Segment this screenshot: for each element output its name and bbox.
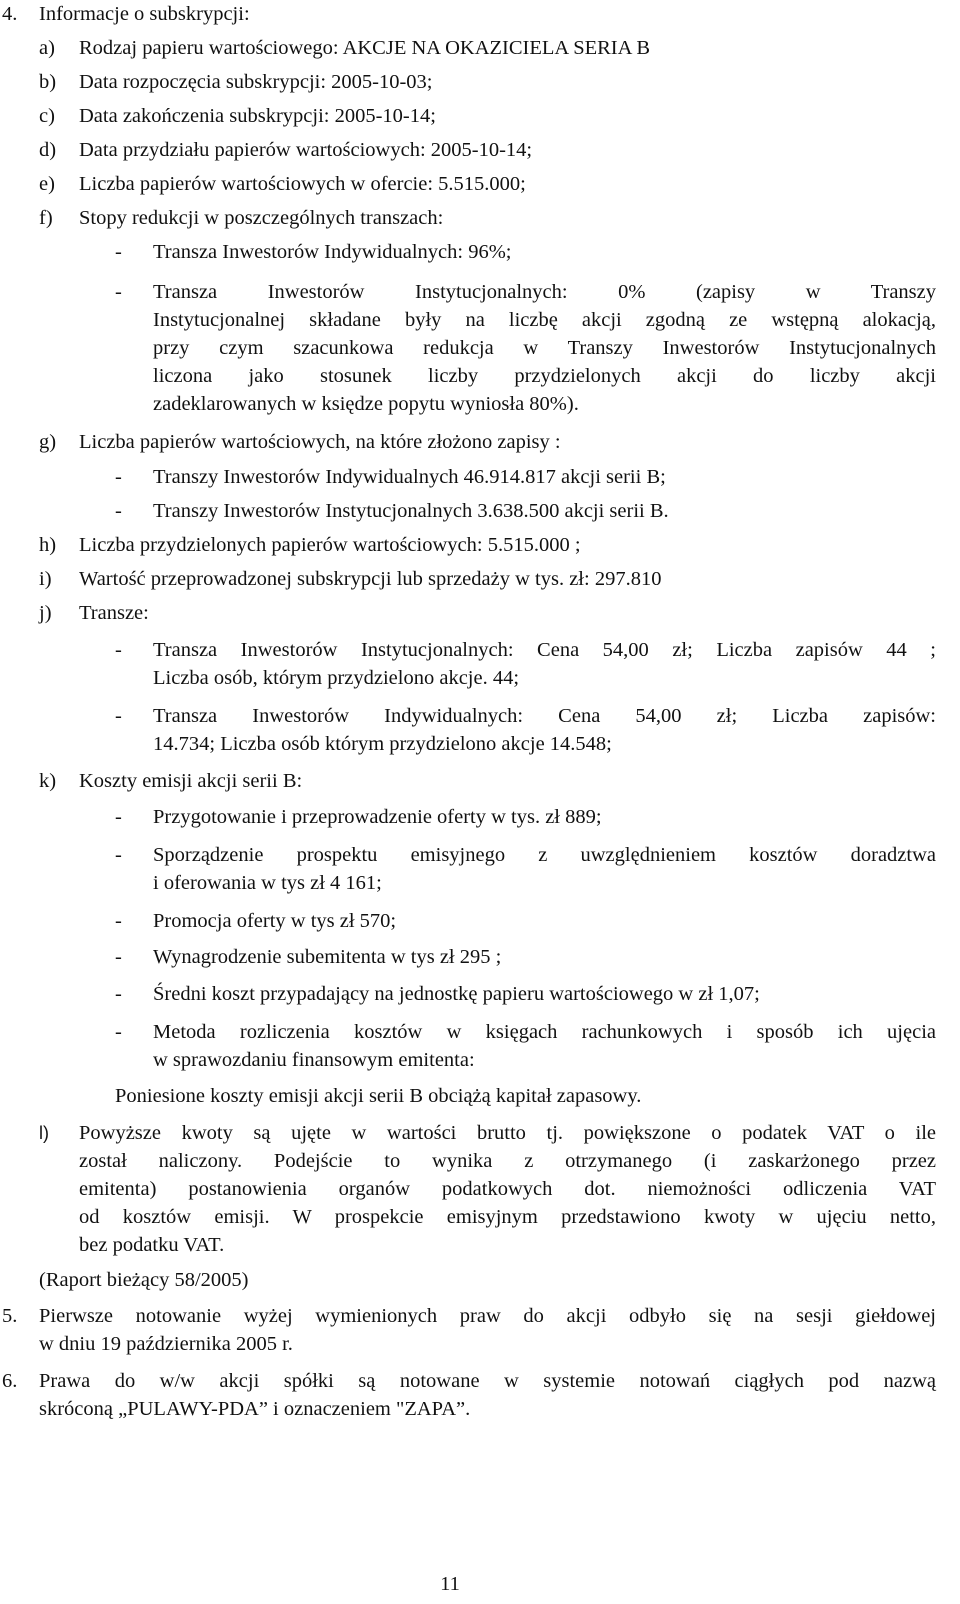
item-k-text: Koszty emisji akcji serii B: [79,770,303,792]
item-j-dash-1: - [115,639,122,661]
item-g-sub-2-line-1: Transzy Inwestorów Instytucjonalnych 3.638.500 akcji serii B. [153,500,669,522]
item-l-line-4: od kosztów emisji. W prospekcie emisyjnym przedstawiono kwoty w ujęciu netto, [79,1206,936,1228]
item-g-dash-1: - [115,466,122,488]
item-j-label: j) [39,602,52,624]
report-reference: (Raport bieżący 58/2005) [39,1269,249,1291]
item-k-dash-4: - [115,946,122,968]
item-k-dash-5: - [115,983,122,1005]
item-f-sub-2-line-1: Transza Inwestorów Instytucjonalnych: 0% (zapisy w Transzy [153,281,936,303]
item-k-sub-4-line-1: Wynagrodzenie subemitenta w tys zł 295 ; [153,946,502,968]
section-5-line-2: w dniu 19 października 2005 r. [39,1333,293,1355]
item-d-text: Data przydziału papierów wartościowych: 2005-10-14; [79,139,533,161]
item-i-label: i) [39,568,52,590]
item-f-sub-2-line-5: zadeklarowanych w księdze popytu wyniosła 80%). [153,393,579,415]
item-k-sub-1-line-1: Przygotowanie i przeprowadzenie oferty w tys. zł 889; [153,806,602,828]
item-e-label: e) [39,173,55,195]
item-j-sub-2-line-2: 14.734; Liczba osób którym przydzielono akcje 14.548; [153,733,612,755]
item-k-sub-5-line-1: Średni koszt przypadający na jednostkę papieru wartościowego w zł 1,07; [153,983,760,1005]
item-l-line-3: emitenta) postanowienia organów podatkowych dot. niemożności odliczenia VAT [79,1178,936,1200]
item-l-line-1: Powyższe kwoty są ujęte w wartości brutto tj. powiększone o podatek VAT o ile [79,1122,936,1144]
item-g-label: g) [39,431,57,453]
section-6-line-1: Prawa do w/w akcji spółki są notowane w systemie notowań ciągłych pod nazwą [39,1370,936,1392]
section-5-number: 5. [2,1305,18,1327]
item-k-sub-6-line-2: w sprawozdaniu finansowym emitenta: [153,1049,475,1071]
item-j-sub-1-line-2: Liczba osób, którym przydzielono akcje. 44; [153,667,520,689]
item-f-sub-2-line-4: liczona jako stosunek liczby przydzielonych akcji do liczby akcji [153,365,936,387]
item-d-label: d) [39,139,57,161]
item-k-dash-1: - [115,806,122,828]
section-4-number: 4. [2,3,18,25]
item-k-note: Poniesione koszty emisji akcji serii B obciążą kapitał zapasowy. [115,1085,642,1107]
item-a-label: a) [39,37,55,59]
item-k-sub-2-line-2: i oferowania w tys zł 4 161; [153,872,382,894]
item-l-label: l) [39,1123,49,1143]
item-f-sub-2-line-3: przy czym szacunkowa redukcja w Transzy Inwestorów Instytucjonalnych [153,337,936,359]
item-b-text: Data rozpoczęcia subskrypcji: 2005-10-03; [79,71,433,93]
item-k-sub-6-line-1: Metoda rozliczenia kosztów w księgach rachunkowych i sposób ich ujęcia [153,1021,936,1043]
item-l-line-2: został naliczony. Podejście to wynika z otrzymanego (i zaskarżonego przez [79,1150,936,1172]
item-k-dash-3: - [115,910,122,932]
item-f-label: f) [39,207,53,229]
section-6-number: 6. [2,1370,18,1392]
section-6-line-2: skróconą „PULAWY-PDA” i oznaczeniem "ZAPA”. [39,1398,471,1420]
item-e-text: Liczba papierów wartościowych w ofercie: 5.515.000; [79,173,526,195]
item-f-sub-1-line-1: Transza Inwestorów Indywidualnych: 96%; [153,241,512,263]
item-k-sub-3-line-1: Promocja oferty w tys zł 570; [153,910,397,932]
item-h-text: Liczba przydzielonych papierów wartościowych: 5.515.000 ; [79,534,581,556]
item-f-dash-2: - [115,281,122,303]
item-j-text: Transze: [79,602,149,624]
item-j-sub-2-line-1: Transza Inwestorów Indywidualnych: Cena 54,00 zł; Liczba zapisów: [153,705,936,727]
item-a-text: Rodzaj papieru wartościowego: AKCJE NA OKAZICIELA SERIA B [79,37,651,59]
item-k-dash-2: - [115,844,122,866]
item-j-dash-2: - [115,705,122,727]
item-k-dash-6: - [115,1021,122,1043]
item-h-label: h) [39,534,57,556]
item-g-text: Liczba papierów wartościowych, na które złożono zapisy : [79,431,561,453]
item-l-line-5: bez podatku VAT. [79,1234,225,1256]
item-c-label: c) [39,105,55,127]
item-j-sub-1-line-1: Transza Inwestorów Instytucjonalnych: Cena 54,00 zł; Liczba zapisów 44 ; [153,639,936,661]
item-i-text: Wartość przeprowadzonej subskrypcji lub sprzedaży w tys. zł: 297.810 [79,568,662,590]
item-f-text: Stopy redukcji w poszczególnych transzach: [79,207,444,229]
item-f-dash-1: - [115,241,122,263]
section-5-line-1: Pierwsze notowanie wyżej wymienionych praw do akcji odbyło się na sesji giełdowej [39,1305,936,1327]
section-4-title: Informacje o subskrypcji: [39,3,250,25]
item-g-dash-2: - [115,500,122,522]
item-c-text: Data zakończenia subskrypcji: 2005-10-14; [79,105,436,127]
item-k-label: k) [39,770,57,792]
item-g-sub-1-line-1: Transzy Inwestorów Indywidualnych 46.914.817 akcji serii B; [153,466,666,488]
item-k-sub-2-line-1: Sporządzenie prospektu emisyjnego z uwzględnieniem kosztów doradztwa [153,844,936,866]
item-b-label: b) [39,71,57,93]
item-f-sub-2-line-2: Instytucjonalnej składane były na liczbę akcji zgodną ze wstępną alokacją, [153,309,936,331]
page-number: 11 [440,1573,460,1595]
